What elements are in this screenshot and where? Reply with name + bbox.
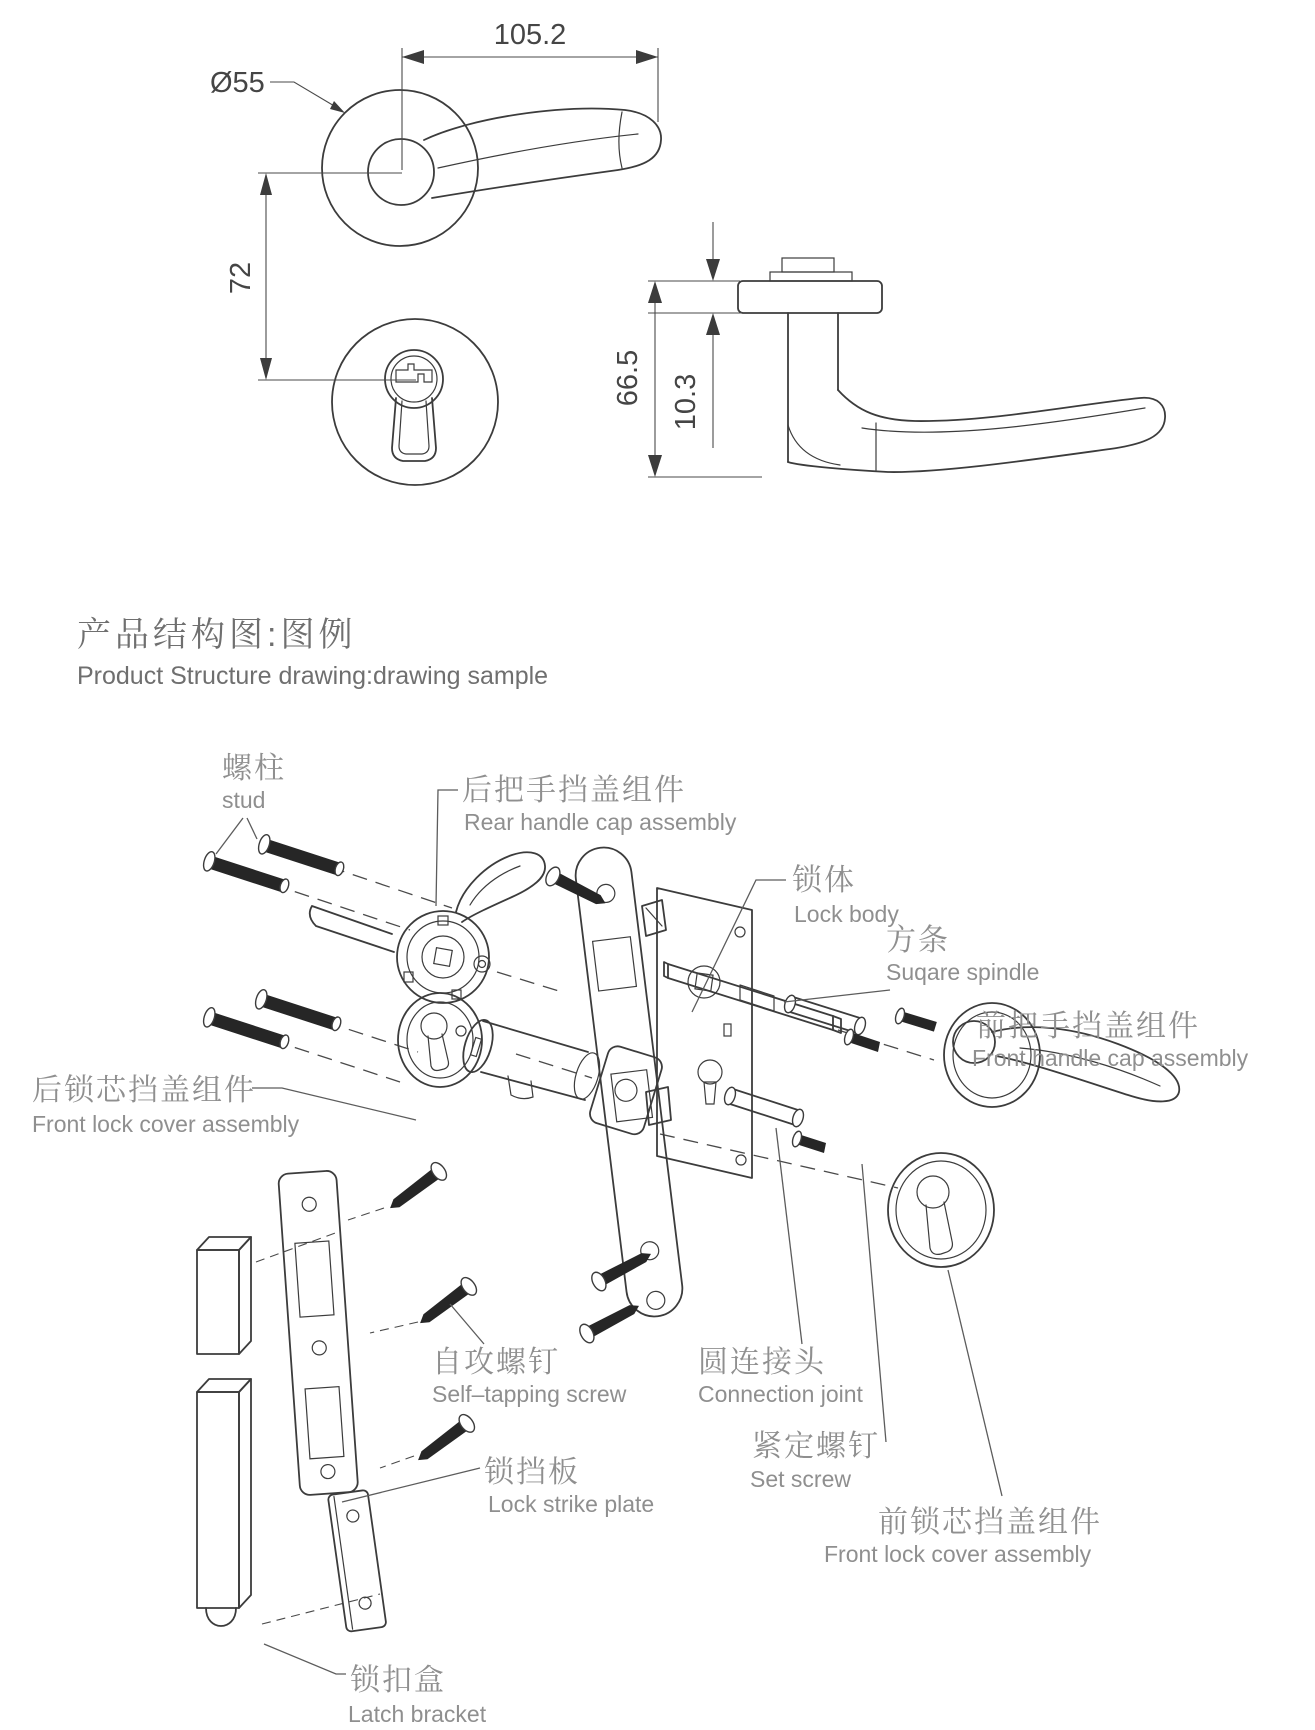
- part-label-zh: 螺柱: [222, 752, 286, 785]
- part-label-en: Front lock cover assembly: [32, 1111, 300, 1137]
- part-label-en: Latch bracket: [348, 1701, 487, 1727]
- dimension-value: 105.2: [493, 19, 567, 51]
- part-label-zh: 后锁芯挡盖组件: [32, 1074, 256, 1107]
- part-label-en: stud: [222, 787, 266, 813]
- part-label-en: Set screw: [750, 1466, 851, 1492]
- part-label-en: Rear handle cap assembly: [464, 809, 737, 835]
- dimension-value: 66.5: [612, 349, 644, 407]
- part-label-zh: 自攻螺钉: [432, 1346, 560, 1379]
- part-label-zh: 圆连接头: [698, 1346, 826, 1379]
- part-label-zh: 锁体: [792, 864, 856, 897]
- part-label-en: Front lock cover assembly: [824, 1541, 1092, 1567]
- part-label-en: Lock strike plate: [488, 1491, 655, 1517]
- dimension-value: Ø55: [210, 67, 265, 99]
- part-label-zh: 锁扣盒: [350, 1664, 446, 1697]
- part-label-en: Front handle cap assembly: [972, 1045, 1249, 1071]
- part-label-en: Lock body: [794, 901, 899, 927]
- title-english: Product Structure drawing:drawing sample: [77, 662, 549, 690]
- part-label-en: Connection joint: [698, 1381, 863, 1407]
- part-label-zh: 前把手挡盖组件: [976, 1010, 1200, 1043]
- title-chinese: 产品结构图:图例: [77, 616, 357, 654]
- part-label-en: Suqare spindle: [886, 959, 1040, 985]
- part-label-en: Self–tapping screw: [432, 1381, 627, 1407]
- dimension-value: 10.3: [670, 373, 702, 431]
- part-label-zh: 方条: [886, 924, 950, 957]
- part-label-zh: 前锁芯挡盖组件: [878, 1506, 1102, 1539]
- part-label-zh: 锁挡板: [484, 1456, 580, 1489]
- part-label-zh: 后把手挡盖组件: [462, 774, 686, 807]
- part-label-zh: 紧定螺钉: [752, 1430, 880, 1463]
- dimension-value: 72: [225, 261, 257, 295]
